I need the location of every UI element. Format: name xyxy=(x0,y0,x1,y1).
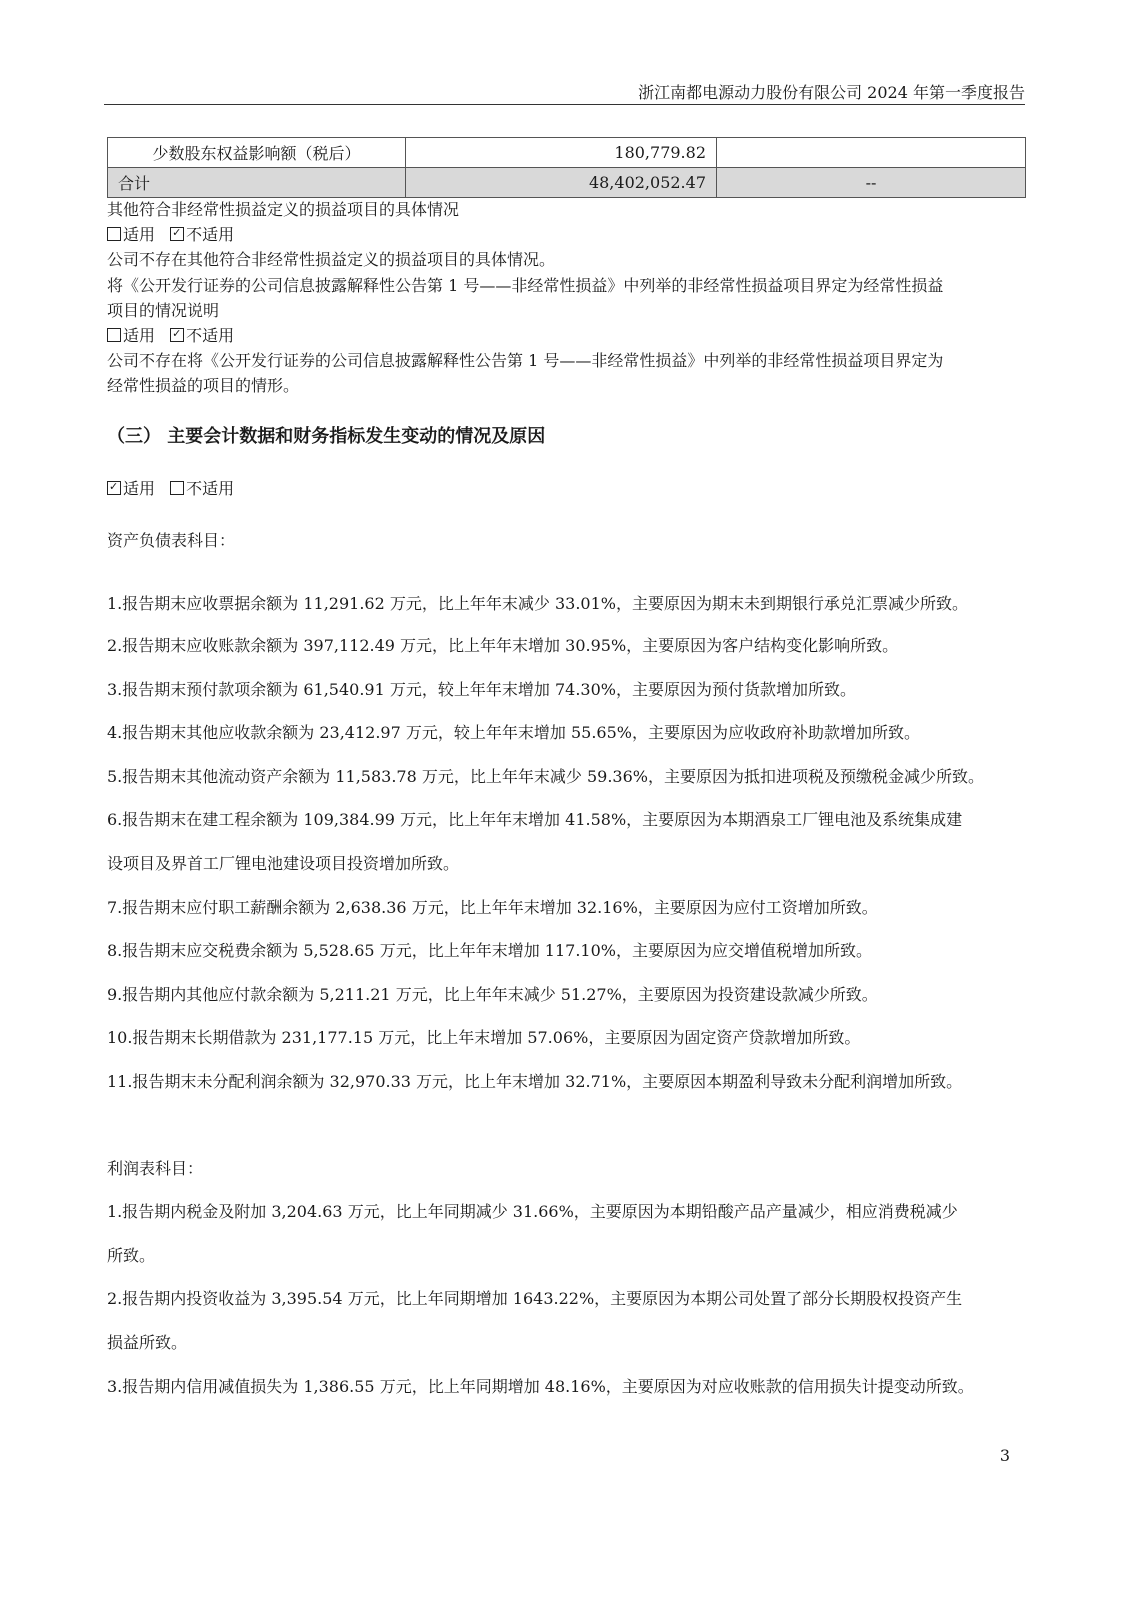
list-item: 4.报告期末其他应收款余额为 23,412.97 万元，较上年年末增加 55.65%，主要原因为应收政府补助款增加所致。 xyxy=(107,723,920,742)
reclass-title-line1: 将《公开发行证券的公司信息披露解释性公告第 1 号——非经常性损益》中列举的非经常性损益项目界定为经常性损益 xyxy=(107,276,944,295)
reclass-title-line2: 项目的情况说明 xyxy=(107,301,220,320)
list-item: 3.报告期末预付款项余额为 61,540.91 万元，较上年年末增加 74.30%，主要原因为预付货款增加所致。 xyxy=(107,680,856,699)
list-item: 10.报告期末长期借款为 231,177.15 万元，比上年末增加 57.06%，主要原因为固定资产贷款增加所致。 xyxy=(107,1028,861,1047)
list-item: 6.报告期末在建工程余额为 109,384.99 万元，比上年年末增加 41.58%，主要原因为本期酒泉工厂锂电池及系统集成建 xyxy=(107,810,963,829)
table-row-total xyxy=(108,168,1026,198)
report-header-title: 浙江南都电源动力股份有限公司 2024 年第一季度报告 xyxy=(638,83,1025,102)
list-item: 5.报告期末其他流动资产余额为 11,583.78 万元，比上年年末减少 59.36%，主要原因为抵扣进项税及预缴税金减少所致。 xyxy=(107,767,984,786)
reclass-statement-line1: 公司不存在将《公开发行证券的公司信息披露解释性公告第 1 号——非经常性损益》中列举的非经常性损益项目界定为 xyxy=(107,351,944,370)
checkbox-applicable-checked xyxy=(107,481,121,495)
section3-title: （三） 主要会计数据和财务指标发生变动的情况及原因 xyxy=(107,426,546,447)
list-item: 3.报告期内信用减值损失为 1,386.55 万元，比上年同期增加 48.16%，主要原因为对应收账款的信用损失计提变动所致。 xyxy=(107,1377,974,1396)
other-items-checkboxes xyxy=(107,222,234,247)
other-items-statement: 公司不存在其他符合非经常性损益定义的损益项目的具体情况。 xyxy=(107,250,556,269)
checkbox-label: 不适用 xyxy=(186,225,235,244)
section3-checkboxes xyxy=(107,476,234,501)
list-item: 9.报告期内其他应付款余额为 5,211.21 万元，比上年年末减少 51.27%，主要原因为投资建设款减少所致。 xyxy=(107,985,878,1004)
reclass-checkboxes xyxy=(107,323,234,348)
list-item: 11.报告期末未分配利润余额为 32,970.33 万元，比上年末增加 32.71%，主要原因本期盈利导致未分配利润增加所致。 xyxy=(107,1072,963,1091)
checkbox-not-applicable-checked xyxy=(170,328,184,342)
table-row xyxy=(108,138,1026,168)
checkbox-label: 适用 xyxy=(123,326,156,345)
table-cell-label: 少数股东权益影响额（税后） xyxy=(108,138,406,168)
table-cell-label: 合计 xyxy=(108,168,406,198)
list-item-continuation: 设项目及界首工厂锂电池建设项目投资增加所致。 xyxy=(107,854,460,873)
checkbox-applicable-unchecked xyxy=(107,227,121,241)
page-number: 3 xyxy=(999,1446,1010,1465)
other-items-title: 其他符合非经常性损益定义的损益项目的具体情况 xyxy=(107,200,460,219)
checkbox-label: 不适用 xyxy=(186,479,235,498)
checkbox-not-applicable-checked xyxy=(170,227,184,241)
list-item: 8.报告期末应交税费余额为 5,528.65 万元，比上年年末增加 117.10%，主要原因为应交增值税增加所致。 xyxy=(107,941,872,960)
reclass-statement-line2: 经常性损益的项目的情形。 xyxy=(107,376,300,395)
list-item: 1.报告期内税金及附加 3,204.63 万元，比上年同期减少 31.66%，主要原因为本期铅酸产品产量减少，相应消费税减少 xyxy=(107,1202,958,1221)
list-item: 2.报告期末应收账款余额为 397,112.49 万元，比上年年末增加 30.95%，主要原因为客户结构变化影响所致。 xyxy=(107,636,899,655)
list-item-continuation: 损益所致。 xyxy=(107,1333,188,1352)
table-cell-amount: 48,402,052.47 xyxy=(406,168,717,198)
list-item: 1.报告期末应收票据余额为 11,291.62 万元，比上年年末减少 33.01%，主要原因为期末未到期银行承兑汇票减少所致。 xyxy=(107,594,968,613)
checkbox-applicable-unchecked xyxy=(107,328,121,342)
table-cell-note xyxy=(717,138,1026,168)
checkbox-label: 适用 xyxy=(123,225,156,244)
list-item-continuation: 所致。 xyxy=(107,1246,156,1265)
checkbox-not-applicable-unchecked xyxy=(170,481,184,495)
income-statement-heading: 利润表科目： xyxy=(107,1159,204,1178)
checkbox-label: 不适用 xyxy=(186,326,235,345)
balance-sheet-heading: 资产负债表科目： xyxy=(107,531,236,550)
header-divider xyxy=(104,104,1025,105)
list-item: 7.报告期末应付职工薪酬余额为 2,638.36 万元，比上年年末增加 32.16%，主要原因为应付工资增加所致。 xyxy=(107,898,878,917)
non-recurring-summary-table xyxy=(107,137,1026,198)
list-item: 2.报告期内投资收益为 3,395.54 万元，比上年同期增加 1643.22%，主要原因为本期公司处置了部分长期股权投资产生 xyxy=(107,1289,963,1308)
checkbox-label: 适用 xyxy=(123,479,156,498)
table-cell-note: -- xyxy=(717,168,1026,198)
table-cell-amount: 180,779.82 xyxy=(406,138,717,168)
